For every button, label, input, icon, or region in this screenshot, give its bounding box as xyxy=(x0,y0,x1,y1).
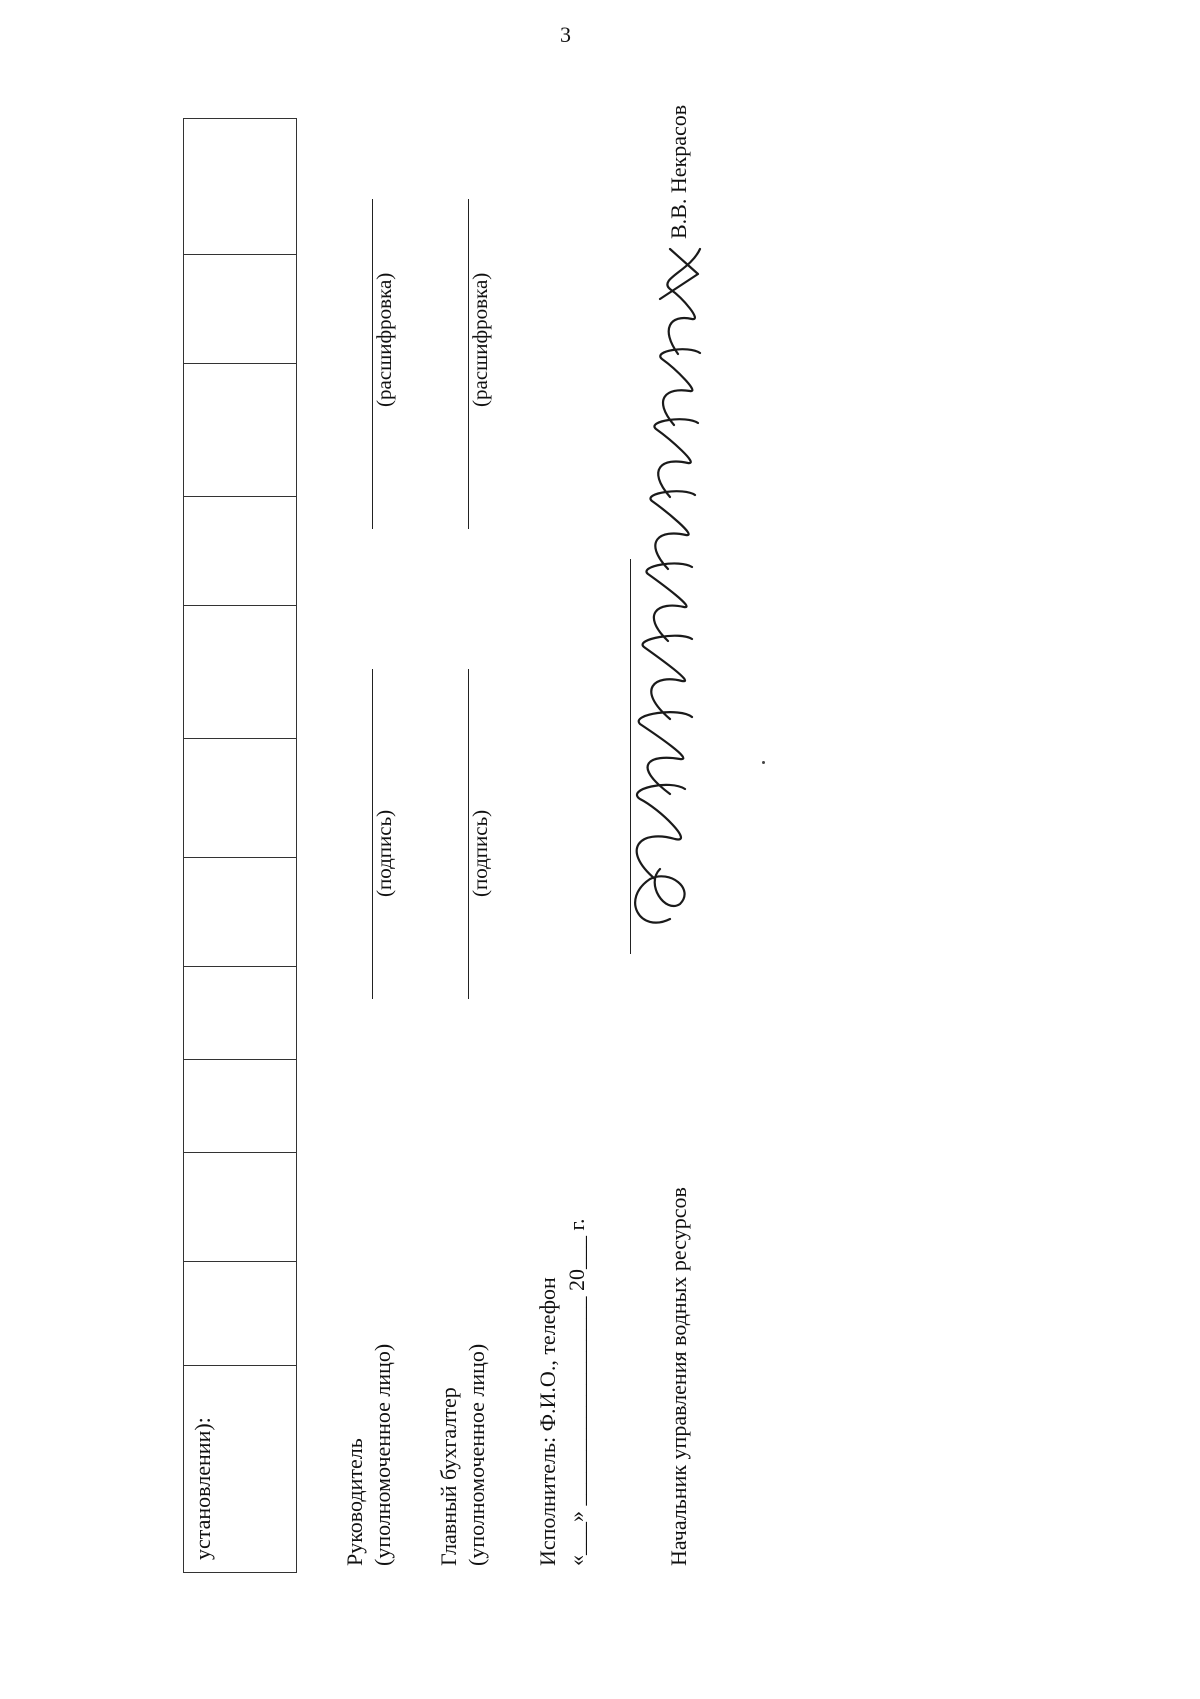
table-cell xyxy=(184,1060,297,1153)
table-label-cell: установлении): xyxy=(184,1366,297,1573)
table-cell xyxy=(184,1153,297,1262)
executor-label: Исполнитель: Ф.И.О., телефон xyxy=(535,1277,560,1566)
scan-speck xyxy=(762,761,765,764)
head-subtitle: (уполномоченное лицо) xyxy=(370,1343,395,1566)
table-cell xyxy=(184,858,297,967)
table-cell xyxy=(184,1262,297,1366)
executor-date: «___» ___________________ 20___ г. xyxy=(564,1218,589,1566)
data-table xyxy=(183,118,297,1573)
footer-signer-name: В.В. Некрасов xyxy=(666,104,691,239)
accountant-sign-caption: (подпись) xyxy=(468,809,492,897)
accountant-subtitle: (уполномоченное лицо) xyxy=(464,1343,489,1566)
table-cell xyxy=(184,119,297,255)
head-sign-caption: (подпись) xyxy=(372,809,396,897)
table-row xyxy=(184,119,297,1573)
page-number: 3 xyxy=(560,22,571,47)
table-cell xyxy=(184,364,297,497)
head-title: Руководитель xyxy=(342,1438,367,1566)
accountant-name-caption: (расшифровка) xyxy=(468,272,492,407)
table-cell xyxy=(184,606,297,739)
footer-position: Начальник управления водных ресурсов xyxy=(666,1187,691,1566)
head-name-caption: (расшифровка) xyxy=(372,272,396,407)
table-cell xyxy=(184,497,297,606)
accountant-title: Главный бухгалтер xyxy=(436,1387,461,1566)
table-cell xyxy=(184,967,297,1060)
handwritten-signature xyxy=(600,239,730,939)
table-cell xyxy=(184,739,297,858)
table-cell xyxy=(184,255,297,364)
